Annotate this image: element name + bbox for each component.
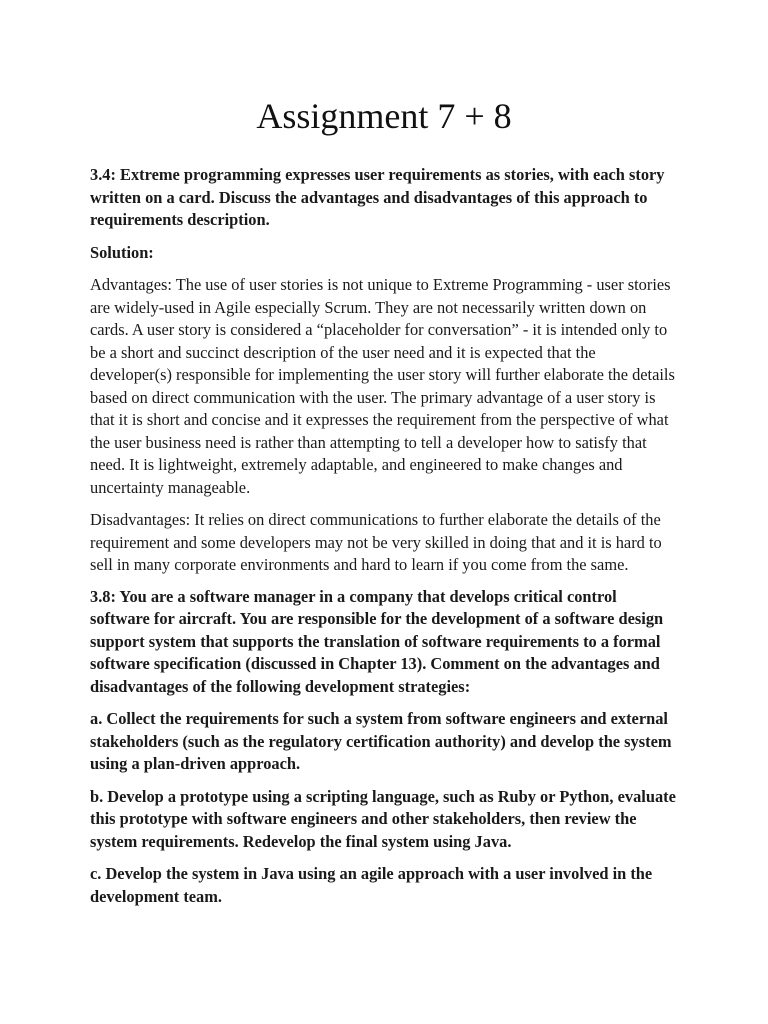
option-b: b. Develop a prototype using a scripting language, such as Ruby or Python, evaluate this prototype with software engineers and other stakeholders, then review the system requirements. Redevelop the final system using Java. <box>90 786 676 851</box>
question-3-8: 3.8: You are a software manager in a company that develops critical control software for aircraft. You are responsible for the development of a software design support system that supports the translation of software requirements to a formal software specification (discussed in Chapter 13). Comment on the advantages and disadvantages of the following development strategies: <box>90 586 664 696</box>
option-a: a. Collect the requirements for such a system from software engineers and external stakeholders (such as the regulatory certification authority) and develop the system using a plan-driven approach. <box>90 709 672 773</box>
solution-label: Solution: <box>90 242 154 262</box>
advantages-paragraph: Advantages: The use of user stories is not unique to Extreme Programming - user stories are widely-used in Agile especially Scrum. They are not necessarily written down on cards. A user story is considered a “placeholder for conversation” - it is intended only to be a short and succinct description of the user need and it is expected that the developer(s) responsible for implementing the user story will further elaborate the details based on direct communication with the user. The primary advantage of a user story is that it is short and concise and it expresses the requirement from the perspective of what the user business need is rather than attempting to tell a developer how to satisfy that need. It is lightweight, extremely adaptable, and engineered to make changes and uncertainty manageable. <box>90 275 675 497</box>
document-title: Assignment 7 + 8 <box>256 96 512 136</box>
document-body <box>90 164 680 908</box>
option-c: c. Develop the system in Java using an agile approach with a user involved in the development team. <box>90 864 653 906</box>
question-3-4: 3.4: Extreme programming expresses user requirements as stories, with each story written on a card. Discuss the advantages and disadvantages of this approach to requirements description. <box>90 165 665 229</box>
disadvantages-paragraph: Disadvantages: It relies on direct communications to further elaborate the details of the requirement and some developers may not be very skilled in doing that and it is hard to sell in many corporate environments and hard to learn if you come from the same. <box>90 510 662 574</box>
